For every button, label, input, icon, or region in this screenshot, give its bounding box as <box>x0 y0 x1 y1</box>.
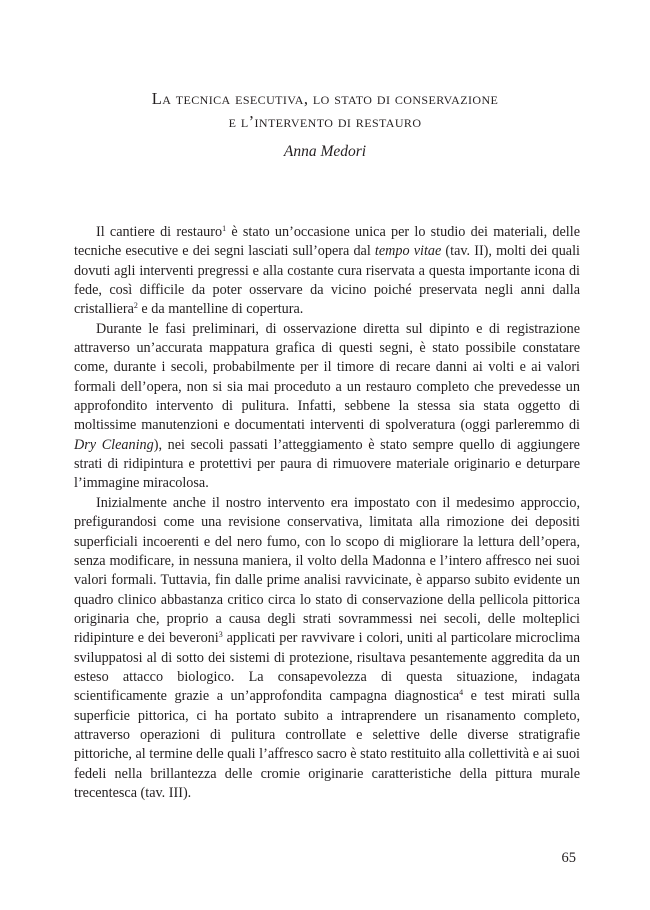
italic-term: tempo vitae <box>374 243 442 260</box>
text-run: (tav. II), molti dei quali dovuti agli interventi pregressi e alla costante cura riservata a questa importante icona di fede, così difficile da poter osservare da vicino poiché preservata negli anni dalla cristalliera <box>74 243 580 318</box>
text-run: applicati per ravvivare i colori, uniti al particolare microclima sviluppatosi al di sotto dei sistemi di protezione, risultava pesantemente aggredita da un esteso attacco biologico. La consapevolezza di questa situazione, indagata scientificamente grazie a un’approfondita campagna diagnostica <box>74 630 580 705</box>
chapter-title-line-1: La tecnica esecutiva, lo stato di conservazione <box>151 89 499 108</box>
text-run: è stato un’occasione unica per lo studio dei materiali, delle tecniche esecutive e dei segni lasciati sull’opera dal <box>74 224 580 260</box>
italic-term: Dry Cleaning <box>74 436 154 453</box>
paragraph-1 <box>74 223 580 320</box>
footnote-ref: 2 <box>133 301 138 311</box>
paragraph-3 <box>74 494 580 804</box>
text-run: e da mantelline di copertura. <box>137 301 304 318</box>
text-run: Il cantiere di restauro <box>96 224 223 240</box>
text-run: Durante le fasi preliminari, di osservazione diretta sul dipinto e di registrazione attraverso un’accurata mappatura grafica di questi segni, è stato possibile constatare come, durante i secoli, probabilmente per il timore di recare danni ai volti e ai valori formali dell’opera, non si sia mai proceduto a un restauro completo che prevedesse un approfondito intervento di pulitura. Infatti, sebbene la stessa sia stata oggetto di moltissime manutenzioni e documentati interventi di spolveratura (oggi parleremmo di <box>74 320 580 434</box>
page-number: 65 <box>561 850 576 866</box>
chapter-title-line-2: e l’intervento di restauro <box>228 112 422 131</box>
text-run: e test mirati sulla superficie pittorica, ci ha portato subito a intraprendere un risanamento completo, attraverso operazioni di pulitura controllate e selettive delle diverse stratigrafie pittoriche, al termine delle quali l’affresco sacro è stato restituito alla collettività e ai suoi fedeli nella brillantezza delle cromie originarie caratteristiche della pittura murale trecentesca (tav. III). <box>74 688 580 801</box>
author-name: Anna Medori <box>283 143 367 160</box>
footnote-ref: 1 <box>222 224 227 233</box>
footnote-ref: 4 <box>459 688 464 698</box>
footnote-ref: 3 <box>218 630 223 640</box>
text-run: Inizialmente anche il nostro intervento era impostato con il medesimo approccio, prefigurandosi come una revisione conservativa, limitata alla rimozione dei depositi superficiali incoerenti e del nero fumo, con lo scopo di migliorare la lettura dell’opera, senza modificare, in nessuna maniera, il volto della Madonna e l’intero affresco nei suoi valori formali. Tuttavia, fin dalle prime analisi ravvicinate, è apparso subito evidente un quadro clinico abbastanza critico circa lo stato di conservazione della pellicola pittorica originaria che, proprio a causa degli strati sovrammessi nei secoli, delle molteplici ridipinture e dei beveroni <box>74 494 580 647</box>
text-run: ), nei secoli passati l’atteggiamento è stato sempre quello di aggiungere strati di ridipintura e protettivi per paura di rimuovere materiale originario e deturpare l’immagine miracolosa. <box>74 436 580 492</box>
body-text <box>74 223 580 803</box>
paragraph-2 <box>74 320 580 494</box>
